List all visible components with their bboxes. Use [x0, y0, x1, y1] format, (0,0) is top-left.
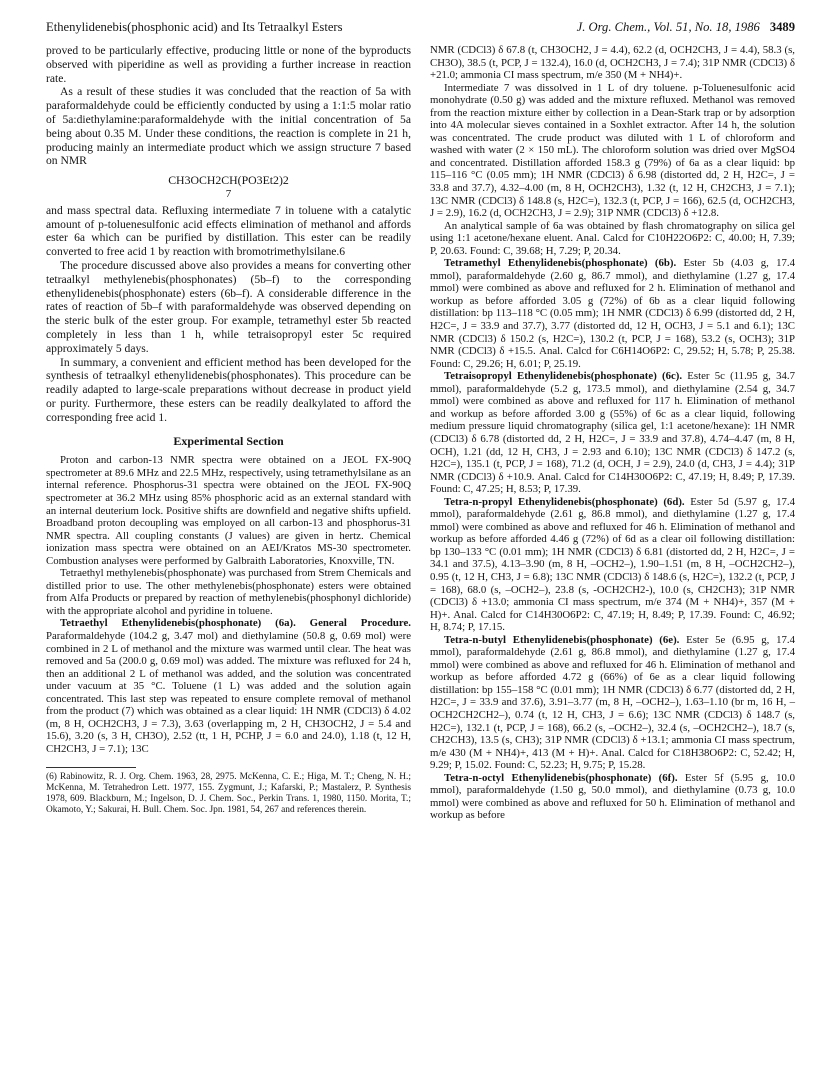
paragraph: In summary, a convenient and efficient method has been developed for the synthesis of tetraalkyl ethenylidenebis(phosphonates). This procedure can be readily adapted to large-scale preparations without decrease in product yield or purity. Furthermore, these esters can be readily dealkylated to afford the corresponding free acid 1. [46, 355, 411, 424]
paragraph: An analytical sample of 6a was obtained by flash chromatography on silica gel using 1:1 acetone/hexane eluent. Anal. Calcd for C10H22O6P2: C, 40.00; H, 7.39; P, 20.63. Found: C, 39.68; H, 7.29; P, 20.34. [430, 219, 795, 257]
subheading: Tetraisopropyl Ethenylidenebis(phosphonate) (6c). [444, 370, 683, 383]
paragraph: and mass spectral data. Refluxing intermediate 7 in toluene with a catalytic amount of p-toluenesulfonic acid effects elimination of methanol and affords ester 6a which can be purified by distillation. This ester can be readily converted to free acid 1 by reaction with bromotrimethylsilane.6 [46, 203, 411, 259]
paragraph-text: Ester 5e (6.95 g, 17.4 mmol), paraformaldehyde (2.61 g, 86.8 mmol), and diethylamine (1.27 g, 17.4 mmol) were combined as above and refluxed for 46 h. Elimination of methanol and workup as before afforded 4.72 g (66%) of 6e as a clear liquid following distillation: bp 155–158 °C (0.01 mm); 1H NMR (CDCl3) δ 6.77 (distorted dd, 2 H, H2C=, J = 33.9 and 37.6), 3.91–3.77 (m, 8 H, –OCH2–), 1.63–1.10 (br m, 16 H, –OCH2CH2CH2–), 0.74 (t, 12 H, CH3, J = 6.6); 13C NMR (CDCl3) δ 148.7 (s, H2C=), 132.1 (t, PCP, J = 168), 66.2 (s, –OCH2–), 32.4 (s, –OCH2CH2–), 18.7 (s, CH2CH3), 13.5 (s, CH3); 31P NMR (CDCl3) δ +13.1; ammonia CI mass spectrum, m/e 430 (M + NH4)+, 413 (M + H)+. Anal. Calcd for C18H38O6P2: C, 52.42; H, 9.29; P, 15.02. Found: C, 52.23; H, 9.75; P, 15.28. [430, 633, 795, 772]
paragraph: As a result of these studies it was concluded that the reaction of 5a with paraformaldehyde could be efficiently conducted by using a 1:1:5 molar ratio of 5a:diethylamine:paraformaldehyde with the initial concentration of 5a being about 0.35 M. Under these conditions, the reaction is complete in 21 h, producing mainly an intermediate product which we assign structure 7 based on NMR [46, 85, 411, 168]
subheading: Tetra-n-octyl Ethenylidenebis(phosphonate) (6f). [444, 771, 678, 784]
journal-citation [577, 20, 795, 44]
paragraph-text: Ester 5c (11.95 g, 34.7 mmol), paraformaldehyde (5.2 g, 173.5 mmol), and diethylamine (2.54 g, 34.7 mmol) were combined as above and refluxed for 117 h. Elimination of methanol and workup as before afforded 3.00 g (55%) of 6c as a clear liquid, following medium pressure liquid chromatography (silica gel, 1:1 acetone/hexane): 1H NMR (CDCl3) δ 6.78 (distorted dd, 2 H, H2C=, J = 33.9 and 37.8), 4.74–4.47 (m, 8 H, OCH), 1.21 (dd, 12 H, CH3, J = 2.93 and 6.10); 13C NMR (CDCl3) δ 147.2 (s, H2C=), 135.1 (t, PCP, J = 168), 71.2 (d, OCH, J = 2.9), 24.0 (d, CH3, J = 4.4); 31P NMR (CDCl3) δ +10.9. Anal. Calcd for C14H30O6P2: C, 47.19; H, 8.49; P, 17.39. Found: C, 47.25; H, 8.53; P, 17.39. [430, 370, 795, 496]
page-number: 3489 [769, 20, 795, 34]
paragraph [430, 370, 795, 495]
subheading: Tetra-n-butyl Ethenylidenebis(phosphonate) (6e). [444, 633, 680, 646]
paragraph [430, 772, 795, 822]
subheading: Tetraethyl Ethenylidenebis(phosphonate) (6a). General Procedure. [60, 617, 411, 630]
journal-name: J. Org. Chem., Vol. 51, No. 18, 1986 [576, 20, 760, 34]
formula-number: 7 [225, 187, 232, 200]
running-title: Ethenylidenebis(phosphonic acid) and Its Tetraalkyl Esters [46, 20, 343, 34]
paragraph-text: Ester 5d (5.97 g, 17.4 mmol), paraformaldehyde (2.61 g, 86.8 mmol), and diethylamine (1.27 g, 17.4 mmol) were combined as above and refluxed for 46 h. Elimination of methanol and workup as before afforded 4.46 g (72%) of 6d as a clear oil following distillation: bp 130–133 °C (0.01 mm); 1H NMR (CDCl3) δ 6.81 (distorted dd, 2 H, H2C=, J = 34.1 and 37.5), 4.13–3.90 (m, 8 H, –OCH2–), 1.90–1.51 (m, 8 H, –OCH2CH2–), 0.95 (t, 12 H, CH3, J = 6.8); 13C NMR (CDCl3) δ 148.6 (s, H2C=), 132.2 (t, PCP, J = 168), 68.0 (s, –OCH2–), 23.8 (s, -OCH2CH2-), 10.0 (s, CH2CH3); 31P NMR (CDCl3) δ +13.0; ammonia CI mass spectrum, m/e 374 (M + NH4)+, 357 (M + H)+. Anal. Calcd for C14H30O6P2: C, 47.19; H, 8.49; P, 17.39. Found: C, 46.92; H, 8.74; P, 17.15. [430, 495, 795, 634]
paragraph: Tetraethyl methylenebis(phosphonate) was purchased from Strem Chemicals and distilled prior to use. The other methylenebis(phosphonate) esters were obtained from Alfa Products or prepared by reaction of methylenebis(phosphonyl dichloride) with the appropriate alcohol and pyridine in toluene. [46, 567, 411, 617]
right-column [430, 44, 795, 822]
paragraph [430, 496, 795, 634]
two-column-body [46, 44, 795, 822]
paragraph: proved to be particularly effective, producing little or none of the byproducts observed with piperidine as well as providing a further increase in reaction rate. [46, 44, 411, 85]
footnote-divider [46, 767, 136, 768]
paragraph-text: Ester 5f (5.95 g, 10.0 mmol), paraformaldehyde (1.50 g, 50.0 mmol), and diethylamine (0.73 g, 10.0 mmol) were combined as above and refluxed for 50 h. Elimination of methanol and workup as before [430, 771, 795, 822]
paragraph: NMR (CDCl3) δ 67.8 (t, CH3OCH2, J = 4.4), 62.2 (d, OCH2CH3, J = 4.4), 58.3 (s, CH3O), 38.5 (t, PCP, J = 132.4), 16.0 (d, OCH2CH3, J = 7.4); 31P NMR (CDCl3) δ +21.0; ammonia CI mass spectrum, m/e 350 (M + NH4)+. [430, 44, 795, 82]
paragraph-text: Paraformaldehyde (104.2 g, 3.47 mol) and diethylamine (50.8 g, 0.69 mol) were combined in 2 L of methanol and the mixture was warmed until clear. The heat was removed and 5a (200.0 g, 0.69 mol) was added. The mixture was refluxed for 24 h, then an additional 2 L of methanol was added, and the solution was concentrated under vacuum at 35 °C. Toluene (1 L) was added and the solution again concentrated. This last step was repeated to ensure complete removal of methanol from the product (7) which was obtained as a clear liquid: 1H NMR (CDCl3) δ 4.02 (m, 8 H, OCH2CH3, J = 7.3), 3.63 (overlapping m, 2 H, CH3OCH2, J = 5.4 and 15.6), 3.20 (s, 3 H, CH3O), 2.52 (tt, 1 H, PCHP, J = 6.0 and 24.0), 1.18 (t, 12 H, CH2CH3, J = 7.1); 13C [46, 629, 411, 755]
paragraph-text: Ester 5b (4.03 g, 17.4 mmol), paraformaldehyde (2.60 g, 86.7 mmol), and diethylamine (1.27 g, 17.4 mmol) were combined as above and refluxed for 2 h. Elimination of methanol and workup as before afforded 3.05 g (72%) of 6b as a clear liquid following distillation: bp 113–118 °C (0.05 mm); 1H NMR (CDCl3) δ 6.99 (distorted dd, 2 H, H2C=, J = 33.9 and 37.7), 3.77 (distorted dd, 12 H, OCH3, J = 5.1 and 6.1); 13C NMR (CDCl3) δ 150.2 (s, H2C=), 130.2 (t, PCP, J = 168), 53.2 (s, OCH3); 31P NMR (CDCl3) δ +15.5. Anal. Calcd for C6H14O6P2: C, 29.52; H, 5.78; P, 25.38. Found: C, 29.26; H, 6.01; P, 25.19. [430, 257, 795, 370]
paragraph [430, 634, 795, 772]
paragraph [46, 617, 411, 755]
subheading: Tetramethyl Ethenylidenebis(phosphonate) (6b). [444, 257, 677, 270]
paragraph: The procedure discussed above also provides a means for converting other tetraalkyl methylenebis(phosphonates) (5b–f) to the corresponding ethenylidenebis(phosphonate) esters (6b–f). A considerable difference in the rates of reaction of 5b–f with paraformaldehyde was observed depending on the steric bulk of the ester group. For example, tetramethyl ester 5b reacted completely in less than 1 h, while tetraisopropyl ester 5c required approximately 5 days. [46, 258, 411, 355]
paragraph [430, 257, 795, 370]
formula-text: CH3OCH2CH(PO3Et2)2 [168, 173, 289, 188]
paragraph: Proton and carbon-13 NMR spectra were obtained on a JEOL FX-90Q spectrometer at 89.6 MHz and 22.5 MHz, respectively, using tetramethylsilane as an internal reference. Phosphorus-31 spectra were obtained on the JEOL FX-90Q spectrometer at 36.2 MHz using 85% phosphoric acid as an external standard with an internal deuterium lock. Positive shifts are downfield and negative shifts upfield. Broadband proton decoupling was employed on all carbon-13 and phosphorus-31 NMR spectra. All coupling constants (J values) are given in hertz. Chemical ionization mass spectra were obtained on an AEI/Kratos MS-30 spectrometer. Combustion analyses were performed by Galbraith Laboratories, Knoxville, TN. [46, 454, 411, 567]
footnote: (6) Rabinowitz, R. J. Org. Chem. 1963, 28, 2975. McKenna, C. E.; Higa, M. T.; Cheng, N. H.; McKenna, M. Tetrahedron Lett. 1977, 155. Zygmunt, J.; Kafarski, P.; Mastalerz, P. Synthesis 1978, 609. Blackburn, M.; Ingelson, D. J. Chem. Soc., Perkin Trans. 1, 1980, 1150. Morita, T.; Okamoto, Y.; Sakurai, H. Bull. Chem. Soc. Jpn. 1981, 54, 267 and references therein. [46, 772, 411, 816]
paragraph: Intermediate 7 was dissolved in 1 L of dry toluene. p-Toluenesulfonic acid monohydrate (0.50 g) was added and the mixture refluxed. Methanol was removed from the reaction mixture either by collection in a Dean-Stark trap or by adsorption into 4A molecular sieves contained in a Soxhlet extractor. After 14 h, the solution was concentrated. The crude product was diluted with 1 L of chloroform and washed with water (2 × 150 mL). The chloroform solution was dried over MgSO4 and concentrated. Distillation afforded 158.3 g (79%) of 6a as a clear liquid: bp 115–116 °C (0.05 mm); 1H NMR (CDCl3) δ 6.98 (distorted dd, 2 H, H2C=, J = 33.8 and 37.7), 4.32–4.00 (m, 8 H, OCH2CH3), 1.32 (t, 12 H, CH2CH3, J = 7.1); 13C NMR (CDCl3) δ 148.8 (s, H2C=), 132.3 (t, PCP, J = 166), 62.5 (d, OCH2CH3, J = 2.9), 16.2 (d, OCH2CH3, J = 2.9); 31P NMR (CDCl3) δ +12.8. [430, 81, 795, 220]
section-heading: Experimental Section [173, 433, 284, 448]
left-column [46, 44, 411, 822]
subheading: Tetra-n-propyl Ethenylidenebis(phosphonate) (6d). [444, 495, 685, 508]
page-header [46, 20, 795, 44]
structure-formula [46, 174, 411, 202]
